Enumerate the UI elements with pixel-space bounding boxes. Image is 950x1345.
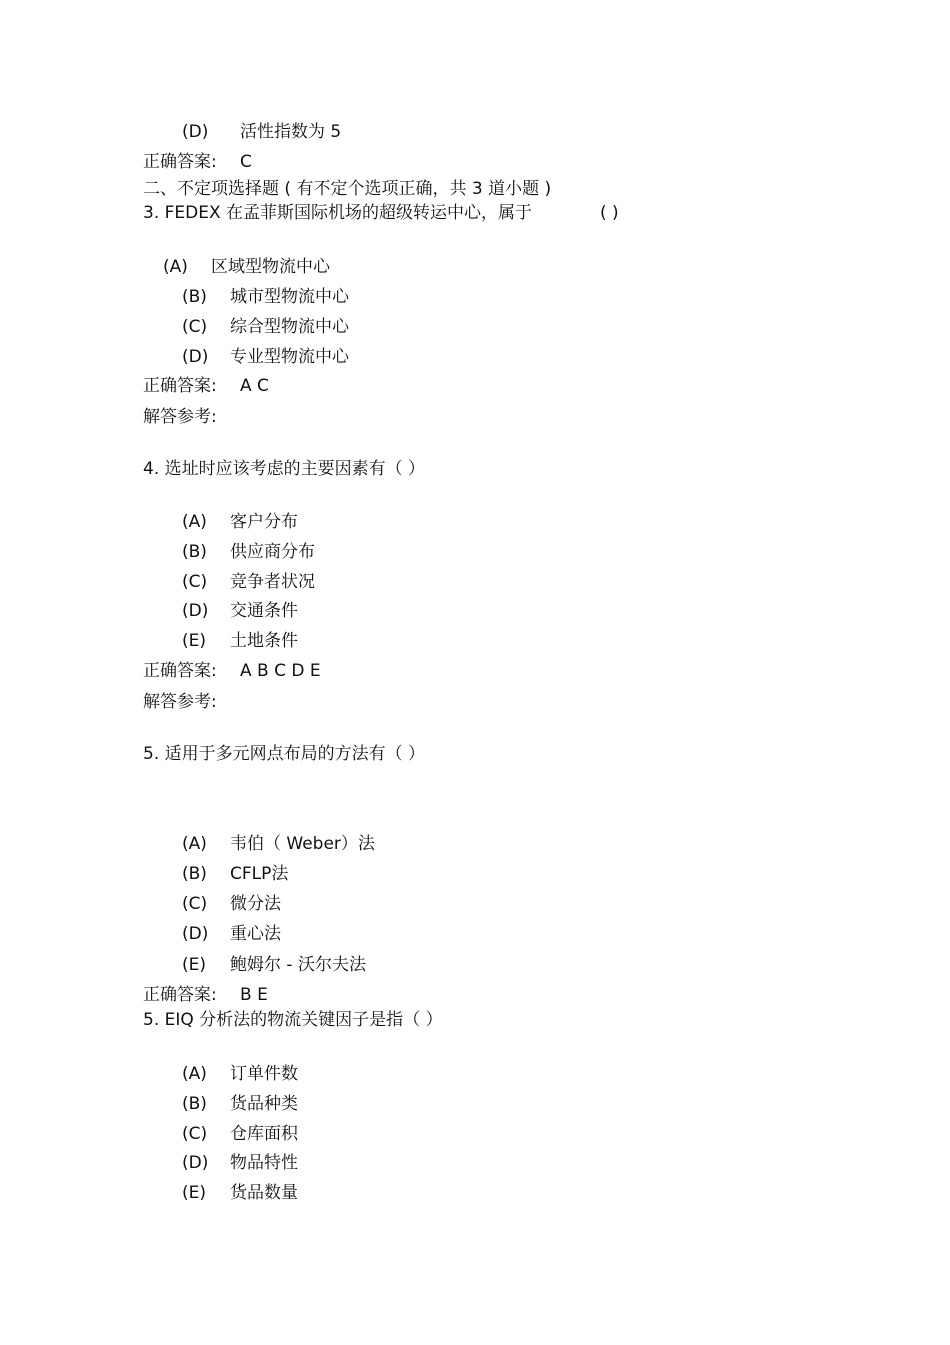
q3-option-a-text: 区域型物流中心 (211, 257, 330, 277)
q3-option-a-letter: (A) (163, 257, 188, 277)
q3-option-b-text: 城市型物流中心 (230, 287, 349, 307)
q5a-answer-label: 正确答案: (143, 985, 217, 1005)
q5a-option-e-letter: (E) (182, 955, 207, 975)
q3-reference-label: 解答参考: (143, 407, 217, 427)
prev-option-d-letter: (D) (182, 122, 209, 142)
q4-answer-value: A B C D E (240, 661, 321, 681)
q5a-option-a-letter: (A) (182, 834, 207, 854)
q3-text: 3. FEDEX 在孟菲斯国际机场的超级转运中心，属于 (143, 203, 533, 223)
q5b-option-c-letter: (C) (182, 1124, 208, 1144)
q3-option-c-text: 综合型物流中心 (230, 317, 349, 337)
q5a-option-e-text: 鲍姆尔 - 沃尔夫法 (230, 955, 366, 975)
q5b-option-b-text: 货品种类 (230, 1094, 298, 1114)
q4-option-d-letter: (D) (182, 601, 209, 621)
q4-text: 4. 选址时应该考虑的主要因素有（ ） (143, 459, 426, 479)
q4-option-e-text: 土地条件 (230, 631, 298, 651)
q3-option-c-letter: (C) (182, 317, 208, 337)
section-header: 二、不定项选择题 ( 有不定个选项正确，共 3 道小题 ) (143, 179, 552, 199)
prev-answer-value: C (240, 152, 252, 172)
q5a-answer-value: B E (240, 985, 268, 1005)
q5b-option-e-letter: (E) (182, 1183, 207, 1203)
q5a-option-c-letter: (C) (182, 894, 208, 914)
q5a-option-b-letter: (B) (182, 864, 207, 884)
q5b-option-b-letter: (B) (182, 1094, 207, 1114)
q4-reference-label: 解答参考: (143, 692, 217, 712)
q5b-option-e-text: 货品数量 (230, 1183, 298, 1203)
q4-option-b-letter: (B) (182, 542, 207, 562)
q5b-text: 5. EIQ 分析法的物流关键因子是指（ ） (143, 1010, 443, 1030)
q3-blank: ( ) (600, 203, 619, 223)
q5b-option-c-text: 仓库面积 (230, 1124, 298, 1144)
q5a-option-d-text: 重心法 (230, 924, 281, 944)
q4-option-a-text: 客户分布 (230, 512, 298, 532)
q5b-option-a-text: 订单件数 (230, 1064, 298, 1084)
q4-option-b-text: 供应商分布 (230, 542, 315, 562)
q5b-option-d-text: 物品特性 (230, 1153, 298, 1173)
q3-option-d-text: 专业型物流中心 (230, 347, 349, 367)
q3-answer-label: 正确答案: (143, 376, 217, 396)
prev-option-d-text: 活性指数为 5 (240, 122, 342, 142)
q5a-option-d-letter: (D) (182, 924, 209, 944)
q5a-option-c-text: 微分法 (230, 894, 281, 914)
q4-option-c-text: 竞争者状况 (230, 572, 315, 592)
q4-answer-label: 正确答案: (143, 661, 217, 681)
q3-option-b-letter: (B) (182, 287, 207, 307)
q5b-option-d-letter: (D) (182, 1153, 209, 1173)
q5a-option-a-text: 韦伯（ Weber）法 (230, 834, 375, 854)
q4-option-e-letter: (E) (182, 631, 207, 651)
q4-option-a-letter: (A) (182, 512, 207, 532)
q3-answer-value: A C (240, 376, 269, 396)
q4-option-c-letter: (C) (182, 572, 208, 592)
q3-option-d-letter: (D) (182, 347, 209, 367)
q5a-text: 5. 适用于多元网点布局的方法有（ ） (143, 744, 426, 764)
q4-option-d-text: 交通条件 (230, 601, 298, 621)
q5b-option-a-letter: (A) (182, 1064, 207, 1084)
prev-answer-label: 正确答案: (143, 152, 217, 172)
q5a-option-b-text: CFLP法 (230, 864, 289, 884)
